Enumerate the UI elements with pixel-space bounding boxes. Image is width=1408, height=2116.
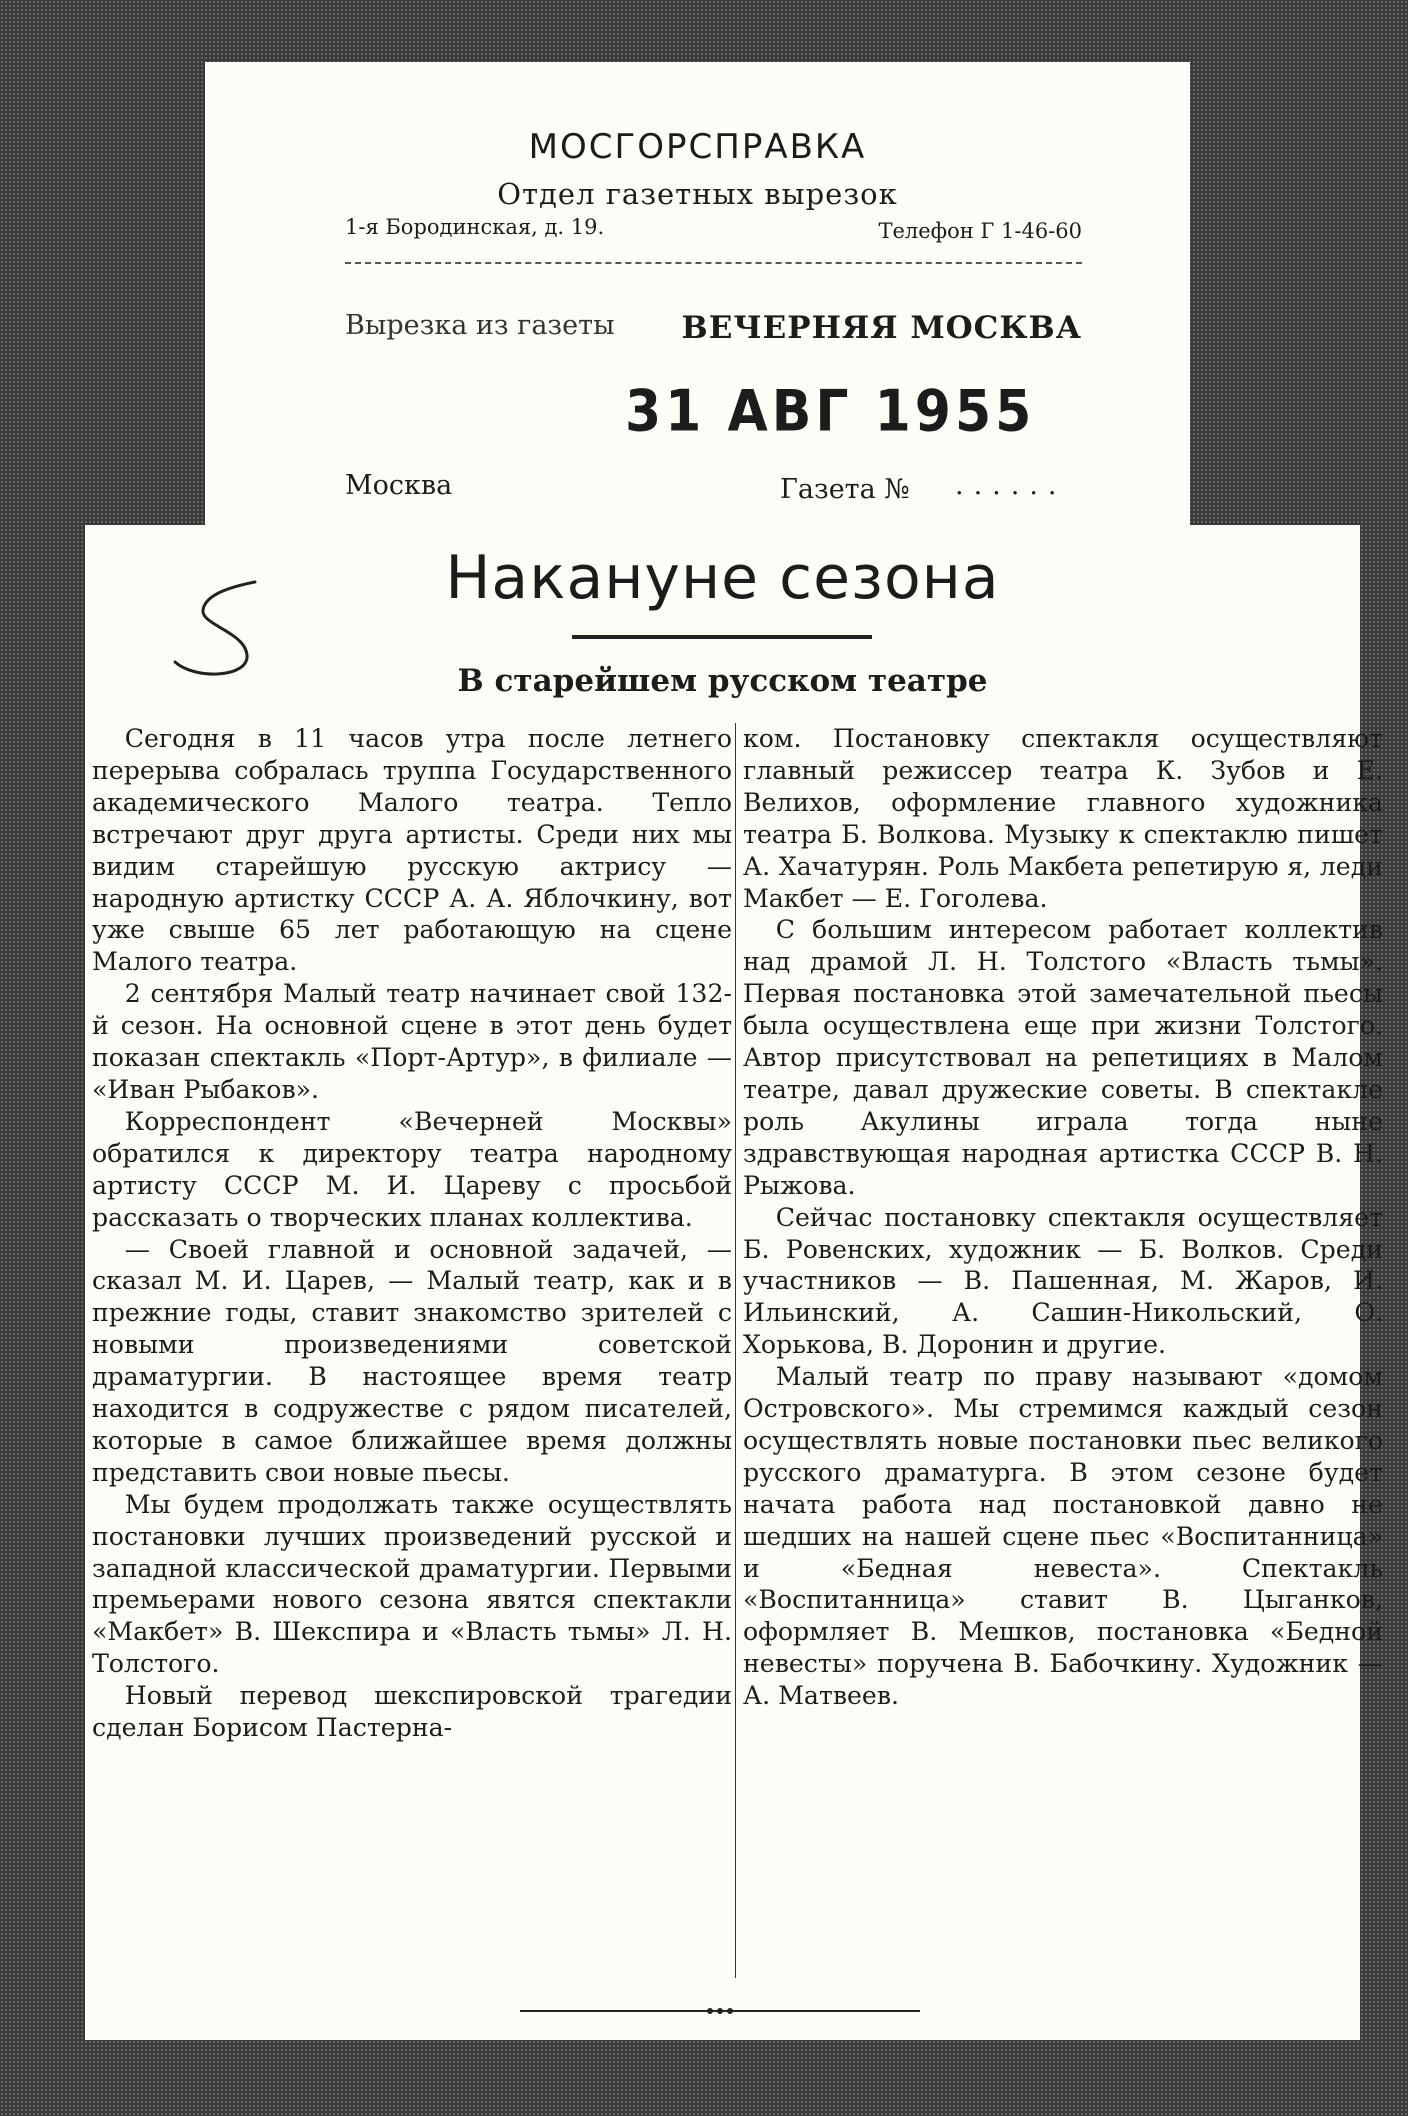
paragraph: ком. Постановку спектакля осуществляют главный режиссер театра К. Зубов и Е. Велихов, оформление главного художника театра Б. Волкова. Музыку к спектаклю пишет А. Хачатурян. Роль Макбета репетирую я, леди Макбет — Е. Гоголева. xyxy=(743,724,1383,913)
city-label: Москва xyxy=(345,470,453,501)
paragraph: Малый театр по праву называют «домом Островского». Мы стремимся каждый сезон осуществлять новые постановки пьес великого русского драматурга. В этом сезоне будет начата работа над постановкой давно не шедших на нашей сцене пьес «Воспитанница» и «Бедная невеста». Спектакль «Воспитанница» ставит В. Цыганков, оформляет В. Мешков, постановка «Бедной невесты» поручена В. Бабочкину. Художник — А. Матвеев. xyxy=(743,1362,1383,1711)
issue-label: Газета № xyxy=(780,474,910,505)
article-title: Накануне сезона xyxy=(445,543,1000,613)
paragraph: Корреспондент «Вечерней Москвы» обратился к директору театра народному артисту СССР М. И. Цареву с просьбой рассказать о творческих планах коллектива. xyxy=(92,1106,732,1232)
paragraph: Сегодня в 11 часов утра после летнего перерыва собралась труппа Государственного академического Малого театра. Тепло встречают друг друга артисты. Среди них мы видим старейшую русскую актрису — народную артистку СССР А. А. Яблочкину, вот уже свыше 65 лет работающую на сцене Малого театра. xyxy=(92,724,732,977)
column-divider xyxy=(735,723,736,1978)
clipping-from-label: Вырезка из газеты xyxy=(345,310,615,341)
paragraph: — Своей главной и основной задачей, — сказал М. И. Царев, — Малый театр, как и в прежние годы, ставит знакомство зрителей с новыми произведениями советской драматургии. В настоящее время театр находится в содружестве с рядом писателей, которые в самое ближайшее время должны представить свои новые пьесы. xyxy=(92,1234,732,1487)
agency-phone: Телефон Г 1-46-60 xyxy=(878,219,1082,243)
paragraph: С большим интересом работает коллектив над драмой Л. Н. Толстого «Власть тьмы». Первая постановка этой замечательной пьесы была осуществлена еще при жизни Толстого. Автор присутствовал на репетициях в Малом театре, давал дружеские советы. В спектакле роль Акулины играла тогда ныне здравствующая народная артистка СССР В. Н. Рыжова. xyxy=(743,915,1383,1200)
date-stamp: 31 АВГ 1955 xyxy=(625,379,1036,445)
article-end-ornament xyxy=(520,2008,920,2014)
agency-address: 1-я Бородинская, д. 19. xyxy=(345,215,605,239)
agency-name: МОСГОРСПРАВКА xyxy=(528,127,867,167)
header-divider xyxy=(345,262,1082,264)
paragraph: 2 сентября Малый театр начинает свой 132-й сезон. На основной сцене в этот день будет показан спектакль «Порт-Артур», в филиале — «Иван Рыбаков». xyxy=(92,979,732,1104)
issue-number-dots: ...... xyxy=(955,470,1067,501)
article-column-right xyxy=(743,723,1383,1712)
title-underline xyxy=(572,635,872,639)
article-column-left xyxy=(92,723,732,1744)
paragraph: Новый перевод шекспировской трагедии сделан Борисом Пастерна- xyxy=(92,1681,732,1743)
newspaper-clipping xyxy=(85,525,1383,2040)
paragraph: Сейчас постановку спектакля осуществляет Б. Ровенских, художник — Б. Волков. Среди участников — В. Пашенная, М. Жаров, И. Ильинский, А. Сашин-Никольский, О. Хорькова, В. Доронин и другие. xyxy=(743,1202,1383,1360)
paragraph: Мы будем продолжать также осуществлять постановки лучших произведений русской и западной классической драматургии. Первыми премьерами нового сезона явятся спектакли «Макбет» В. Шекспира и «Власть тьмы» Л. Н. Толстого. xyxy=(92,1489,732,1679)
article-subtitle: В старейшем русском театре xyxy=(457,663,988,699)
department-name: Отдел газетных вырезок xyxy=(497,177,898,211)
newspaper-name: ВЕЧЕРНЯЯ МОСКВА xyxy=(681,310,1082,346)
clipping-service-header xyxy=(205,62,1190,562)
